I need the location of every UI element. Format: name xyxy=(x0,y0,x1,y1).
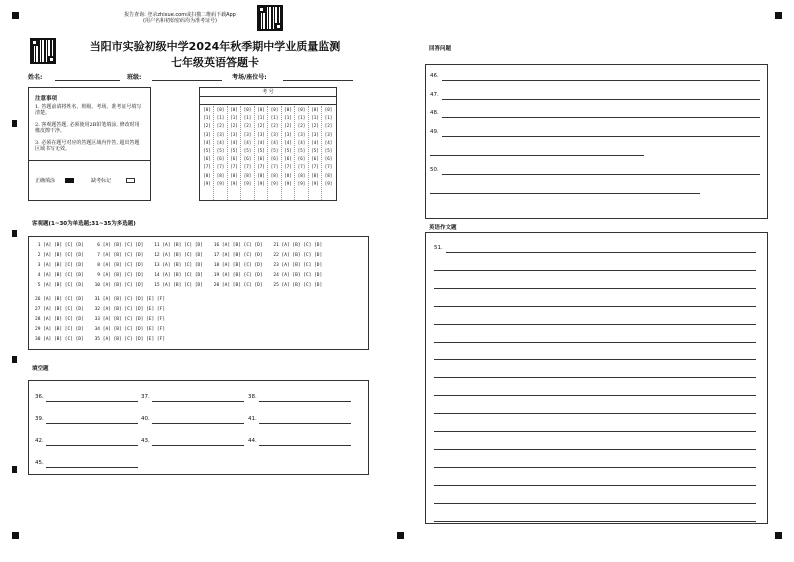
page-title xyxy=(80,38,350,70)
room-seat-label: 考场/座位号: xyxy=(232,74,267,81)
exam-id-bubble[interactable]: [8] xyxy=(243,172,252,178)
exam-id-bubble[interactable]: [4] xyxy=(270,139,279,145)
exam-id-bubble[interactable]: [2] xyxy=(284,123,292,129)
objective-title: 客观题(1~30为单选题;31~35为多选题) xyxy=(32,221,136,227)
exam-id-column xyxy=(269,106,282,200)
exam-id-bubble[interactable]: [6] xyxy=(243,156,252,162)
writing-line[interactable] xyxy=(434,503,756,504)
exam-id-bubble[interactable]: [0] xyxy=(284,107,292,112)
exam-id-bubble[interactable]: [2] xyxy=(311,123,319,129)
class-field[interactable] xyxy=(152,80,222,81)
name-label: 姓名: xyxy=(28,74,43,81)
exam-id-bubble[interactable]: [7] xyxy=(270,164,279,170)
exam-id-bubble[interactable]: [7] xyxy=(284,164,292,170)
exam-id-bubble[interactable]: [7] xyxy=(297,164,306,170)
answer-blank[interactable] xyxy=(152,445,244,446)
choice-row[interactable]: 5 [A] [B] [C] [D] 10 [A] [B] [C] [D] 15 [A] [B] [C] [D] 20 [A] [B] [C] [D] 25 [A] [B] [C] [D] xyxy=(35,283,323,288)
exam-id-column xyxy=(215,106,228,200)
exam-id-bubble[interactable]: [1] xyxy=(230,115,238,121)
exam-id-bubble[interactable]: [9] xyxy=(216,180,225,186)
exam-id-bubble[interactable]: [1] xyxy=(297,115,306,121)
exam-id-bubble[interactable]: [6] xyxy=(257,156,265,162)
exam-id-bubble[interactable]: [1] xyxy=(311,115,319,121)
exam-id-write-row[interactable] xyxy=(200,96,336,105)
writing-line[interactable] xyxy=(434,431,756,432)
correct-fill-sample xyxy=(65,178,74,183)
exam-id-bubble[interactable]: [6] xyxy=(230,156,238,162)
exam-id-bubble[interactable]: [0] xyxy=(203,107,211,112)
answer-blank[interactable] xyxy=(259,401,351,402)
exam-id-bubble[interactable]: [9] xyxy=(203,180,211,186)
exam-id-bubble[interactable]: [2] xyxy=(216,123,225,129)
exam-id-column xyxy=(309,106,322,200)
answer-line[interactable] xyxy=(430,155,644,156)
exam-id-bubble[interactable]: [8] xyxy=(257,172,265,178)
exam-id-header: 考 号 xyxy=(200,88,336,97)
answer-blank[interactable] xyxy=(259,423,351,424)
exam-id-bubble[interactable]: [5] xyxy=(324,148,333,154)
choice-row[interactable]: 28 [A] [B] [C] [D] 33 [A] [B] [C] [D] [E] [F] xyxy=(35,317,166,322)
exam-id-bubble[interactable]: [0] xyxy=(297,107,306,112)
writing-box xyxy=(425,232,768,524)
exam-id-bubble[interactable]: [0] xyxy=(257,107,265,112)
exam-id-bubble[interactable]: [2] xyxy=(324,123,333,129)
name-field[interactable] xyxy=(55,80,120,81)
exam-id-bubble[interactable]: [6] xyxy=(284,156,292,162)
question-number: 37. xyxy=(141,394,150,400)
exam-id-bubble[interactable]: [5] xyxy=(243,148,252,154)
question-number: 41. xyxy=(248,416,257,422)
answer-blank[interactable] xyxy=(152,401,244,402)
alignment-mark xyxy=(12,466,17,473)
fill-blank-title: 填空题 xyxy=(32,366,49,372)
question-number: 47. xyxy=(430,92,439,98)
question-number: 40. xyxy=(141,416,150,422)
notice-title: 注意事项 xyxy=(35,96,58,102)
answer-blank[interactable] xyxy=(46,423,138,424)
exam-id-bubble[interactable]: [4] xyxy=(203,139,211,145)
exam-id-bubble[interactable]: [7] xyxy=(203,164,211,170)
alignment-mark xyxy=(775,12,782,19)
exam-id-bubble[interactable]: [3] xyxy=(270,131,279,137)
exam-id-grid xyxy=(199,87,337,201)
notice-item-3: 3. 必须在题号对应的答题区域内作答, 超出答题区域书写无效。 xyxy=(35,140,140,152)
question-number: 38. xyxy=(248,394,257,400)
writing-line[interactable] xyxy=(434,449,756,450)
alignment-mark xyxy=(775,532,782,539)
answer-line[interactable] xyxy=(442,80,760,81)
exam-id-bubble[interactable]: [5] xyxy=(270,148,279,154)
exam-id-bubble[interactable]: [6] xyxy=(297,156,306,162)
divider xyxy=(29,160,150,161)
exam-id-bubble[interactable]: [2] xyxy=(297,123,306,129)
exam-id-column xyxy=(242,106,255,200)
exam-id-bubble[interactable]: [0] xyxy=(216,107,225,112)
notice-item-1: 1. 答题前请将姓名、班级、考场、准考证号填写清楚。 xyxy=(35,104,142,116)
answer-line[interactable] xyxy=(442,136,760,137)
exam-id-bubble[interactable]: [9] xyxy=(270,180,279,186)
question-number: 49. xyxy=(430,129,439,135)
writing-line[interactable] xyxy=(434,306,756,307)
exam-id-bubble[interactable]: [9] xyxy=(257,180,265,186)
answer-questions-title: 回答问题 xyxy=(429,46,452,52)
choice-row[interactable]: 4 [A] [B] [C] [D] 9 [A] [B] [C] [D] 14 [A] [B] [C] [D] 19 [A] [B] [C] [D] 24 [A] [B] [C] [D] xyxy=(35,273,323,278)
exam-id-bubble[interactable]: [0] xyxy=(311,107,319,112)
exam-id-bubble[interactable]: [8] xyxy=(311,172,319,178)
exam-id-bubble[interactable]: [4] xyxy=(216,139,225,145)
answer-blank[interactable] xyxy=(46,467,138,468)
exam-id-bubble[interactable]: [6] xyxy=(324,156,333,162)
title-line-2: 七年级英语答题卡 xyxy=(171,56,259,69)
writing-line[interactable] xyxy=(434,359,756,360)
exam-id-bubble[interactable]: [8] xyxy=(324,172,333,178)
exam-id-bubble[interactable]: [1] xyxy=(216,115,225,121)
exam-id-bubble[interactable]: [9] xyxy=(324,180,333,186)
exam-id-bubble[interactable]: [6] xyxy=(311,156,319,162)
exam-id-bubble[interactable]: [3] xyxy=(257,131,265,137)
exam-id-bubble[interactable]: [4] xyxy=(324,139,333,145)
exam-id-bubble[interactable]: [8] xyxy=(284,172,292,178)
download-info xyxy=(110,12,250,24)
download-line-2: (用户名和初始密码均为准考证号) xyxy=(143,18,217,24)
writing-line[interactable] xyxy=(434,288,756,289)
exam-id-bubble[interactable]: [7] xyxy=(243,164,252,170)
question-number: 43. xyxy=(141,438,150,444)
answer-blank[interactable] xyxy=(152,423,244,424)
answer-blank[interactable] xyxy=(46,401,138,402)
exam-id-column xyxy=(228,106,241,200)
exam-id-bubble[interactable]: [1] xyxy=(284,115,292,121)
question-number: 51. xyxy=(434,245,443,251)
exam-id-bubble[interactable]: [5] xyxy=(230,148,238,154)
absent-mark-label: 缺考标记 xyxy=(91,178,112,184)
alignment-mark xyxy=(12,12,19,19)
exam-id-bubble[interactable]: [4] xyxy=(230,139,238,145)
exam-id-bubble[interactable]: [5] xyxy=(297,148,306,154)
question-number: 48. xyxy=(430,110,439,116)
exam-id-column xyxy=(296,106,309,200)
title-line-1: 当阳市实验初级中学2024年秋季期中学业质量监测 xyxy=(89,40,341,53)
exam-id-bubble[interactable]: [9] xyxy=(297,180,306,186)
exam-id-bubble[interactable]: [0] xyxy=(243,107,252,112)
exam-id-bubble[interactable]: [3] xyxy=(311,131,319,137)
answer-line[interactable] xyxy=(442,174,760,175)
exam-id-bubble[interactable]: [1] xyxy=(203,115,211,121)
writing-line[interactable] xyxy=(434,413,756,414)
alignment-mark xyxy=(12,532,19,539)
exam-id-bubble[interactable]: [7] xyxy=(311,164,319,170)
writing-line[interactable] xyxy=(446,252,756,253)
exam-id-bubble[interactable]: [8] xyxy=(270,172,279,178)
class-label: 班级: xyxy=(127,74,142,81)
writing-title: 英语作文题 xyxy=(429,225,457,231)
question-number: 45. xyxy=(35,460,44,466)
exam-id-bubble[interactable]: [1] xyxy=(324,115,333,121)
absent-mark-box[interactable] xyxy=(126,178,135,183)
exam-id-bubble[interactable]: [3] xyxy=(216,131,225,137)
exam-id-bubble[interactable]: [4] xyxy=(257,139,265,145)
answer-blank[interactable] xyxy=(46,445,138,446)
exam-id-bubble[interactable]: [3] xyxy=(203,131,211,137)
question-number: 42. xyxy=(35,438,44,444)
exam-id-bubble[interactable]: [3] xyxy=(243,131,252,137)
exam-id-bubble[interactable]: [3] xyxy=(297,131,306,137)
question-number: 39. xyxy=(35,416,44,422)
notice-item-2: 2. 客观题答题, 必须使用2B铅笔填涂, 修改时用橡皮擦干净。 xyxy=(35,122,140,134)
exam-id-bubble[interactable]: [6] xyxy=(216,156,225,162)
exam-id-bubble[interactable]: [4] xyxy=(243,139,252,145)
exam-id-bubble[interactable]: [3] xyxy=(284,131,292,137)
choice-row[interactable]: 30 [A] [B] [C] [D] 35 [A] [B] [C] [D] [E] [F] xyxy=(35,337,166,342)
exam-id-bubble[interactable]: [5] xyxy=(311,148,319,154)
exam-id-bubble[interactable]: [8] xyxy=(203,172,211,178)
choice-row[interactable]: 26 [A] [B] [C] [D] 31 [A] [B] [C] [D] [E] [F] xyxy=(35,297,166,302)
exam-id-bubble[interactable]: [9] xyxy=(230,180,238,186)
writing-line[interactable] xyxy=(434,467,756,468)
writing-line[interactable] xyxy=(434,377,756,378)
exam-id-bubble[interactable]: [1] xyxy=(243,115,252,121)
exam-id-bubble[interactable]: [2] xyxy=(203,123,211,129)
exam-id-bubble[interactable]: [4] xyxy=(297,139,306,145)
exam-id-bubble[interactable]: [1] xyxy=(270,115,279,121)
choice-row[interactable]: 29 [A] [B] [C] [D] 34 [A] [B] [C] [D] [E] [F] xyxy=(35,327,166,332)
answer-line[interactable] xyxy=(442,117,760,118)
alignment-mark xyxy=(12,356,17,363)
exam-id-bubble[interactable]: [0] xyxy=(324,107,333,112)
exam-id-bubble[interactable]: [7] xyxy=(257,164,265,170)
writing-line[interactable] xyxy=(434,342,756,343)
exam-id-column xyxy=(282,106,295,200)
exam-id-column xyxy=(201,106,214,200)
exam-id-bubble[interactable]: [5] xyxy=(216,148,225,154)
question-number: 44. xyxy=(248,438,257,444)
choice-row[interactable]: 1 [A] [B] [C] [D] 6 [A] [B] [C] [D] 11 [A] [B] [C] [D] 16 [A] [B] [C] [D] 21 [A] [B] [C] [D] xyxy=(35,243,323,248)
exam-id-bubble[interactable]: [2] xyxy=(230,123,238,129)
answer-questions-box xyxy=(425,64,768,219)
alignment-mark xyxy=(12,230,17,237)
answer-blank[interactable] xyxy=(259,445,351,446)
download-line-1: 报告查询: 登录zhixue.com或扫描二维码下载App xyxy=(124,12,236,18)
exam-id-bubble[interactable]: [8] xyxy=(230,172,238,178)
writing-line[interactable] xyxy=(434,521,756,522)
exam-id-column xyxy=(255,106,268,200)
answer-line[interactable] xyxy=(430,193,700,194)
objective-box xyxy=(28,236,369,350)
exam-id-bubble[interactable]: [3] xyxy=(324,131,333,137)
exam-id-bubble[interactable]: [9] xyxy=(284,180,292,186)
exam-id-column xyxy=(323,106,335,200)
choice-row[interactable]: 2 [A] [B] [C] [D] 7 [A] [B] [C] [D] 12 [A] [B] [C] [D] 17 [A] [B] [C] [D] 22 [A] [B] [C] [D] xyxy=(35,253,323,258)
exam-id-bubble[interactable]: [4] xyxy=(311,139,319,145)
question-number: 36. xyxy=(35,394,44,400)
exam-id-bubble[interactable]: [5] xyxy=(284,148,292,154)
alignment-mark xyxy=(397,532,404,539)
exam-id-bubble[interactable]: [8] xyxy=(297,172,306,178)
exam-id-bubble[interactable]: [4] xyxy=(284,139,292,145)
exam-id-bubble[interactable]: [0] xyxy=(230,107,238,112)
exam-id-bubble[interactable]: [2] xyxy=(270,123,279,129)
exam-id-bubble[interactable]: [7] xyxy=(230,164,238,170)
writing-line[interactable] xyxy=(434,270,756,271)
question-number: 46. xyxy=(430,73,439,79)
exam-id-bubble[interactable]: [2] xyxy=(243,123,252,129)
fill-blank-box xyxy=(28,380,369,475)
exam-id-bubble[interactable]: [9] xyxy=(311,180,319,186)
exam-id-bubble[interactable]: [8] xyxy=(216,172,225,178)
exam-id-bubble[interactable]: [1] xyxy=(257,115,265,121)
exam-id-bubble[interactable]: [3] xyxy=(230,131,238,137)
exam-id-bubble[interactable]: [9] xyxy=(243,180,252,186)
choice-row[interactable]: 27 [A] [B] [C] [D] 32 [A] [B] [C] [D] [E] [F] xyxy=(35,307,166,312)
qr-code-icon xyxy=(257,5,283,31)
exam-id-bubble[interactable]: [6] xyxy=(270,156,279,162)
exam-id-bubble[interactable]: [5] xyxy=(257,148,265,154)
exam-id-bubble[interactable]: [0] xyxy=(270,107,279,112)
exam-id-bubble[interactable]: [2] xyxy=(257,123,265,129)
exam-id-bubble[interactable]: [7] xyxy=(324,164,333,170)
answer-line[interactable] xyxy=(442,99,760,100)
exam-id-bubble[interactable]: [7] xyxy=(216,164,225,170)
alignment-mark xyxy=(12,120,17,127)
choice-row[interactable]: 3 [A] [B] [C] [D] 8 [A] [B] [C] [D] 13 [A] [B] [C] [D] 18 [A] [B] [C] [D] 23 [A] [B] [C] [D] xyxy=(35,263,323,268)
room-seat-field[interactable] xyxy=(283,80,353,81)
question-number: 50. xyxy=(430,167,439,173)
qr-code-icon xyxy=(30,38,56,64)
exam-id-bubble[interactable]: [5] xyxy=(203,148,211,154)
writing-line[interactable] xyxy=(434,324,756,325)
notice-box xyxy=(28,87,151,201)
writing-line[interactable] xyxy=(434,485,756,486)
exam-id-bubble[interactable]: [6] xyxy=(203,156,211,162)
correct-fill-label: 正确填涂 xyxy=(35,178,56,184)
writing-line[interactable] xyxy=(434,395,756,396)
